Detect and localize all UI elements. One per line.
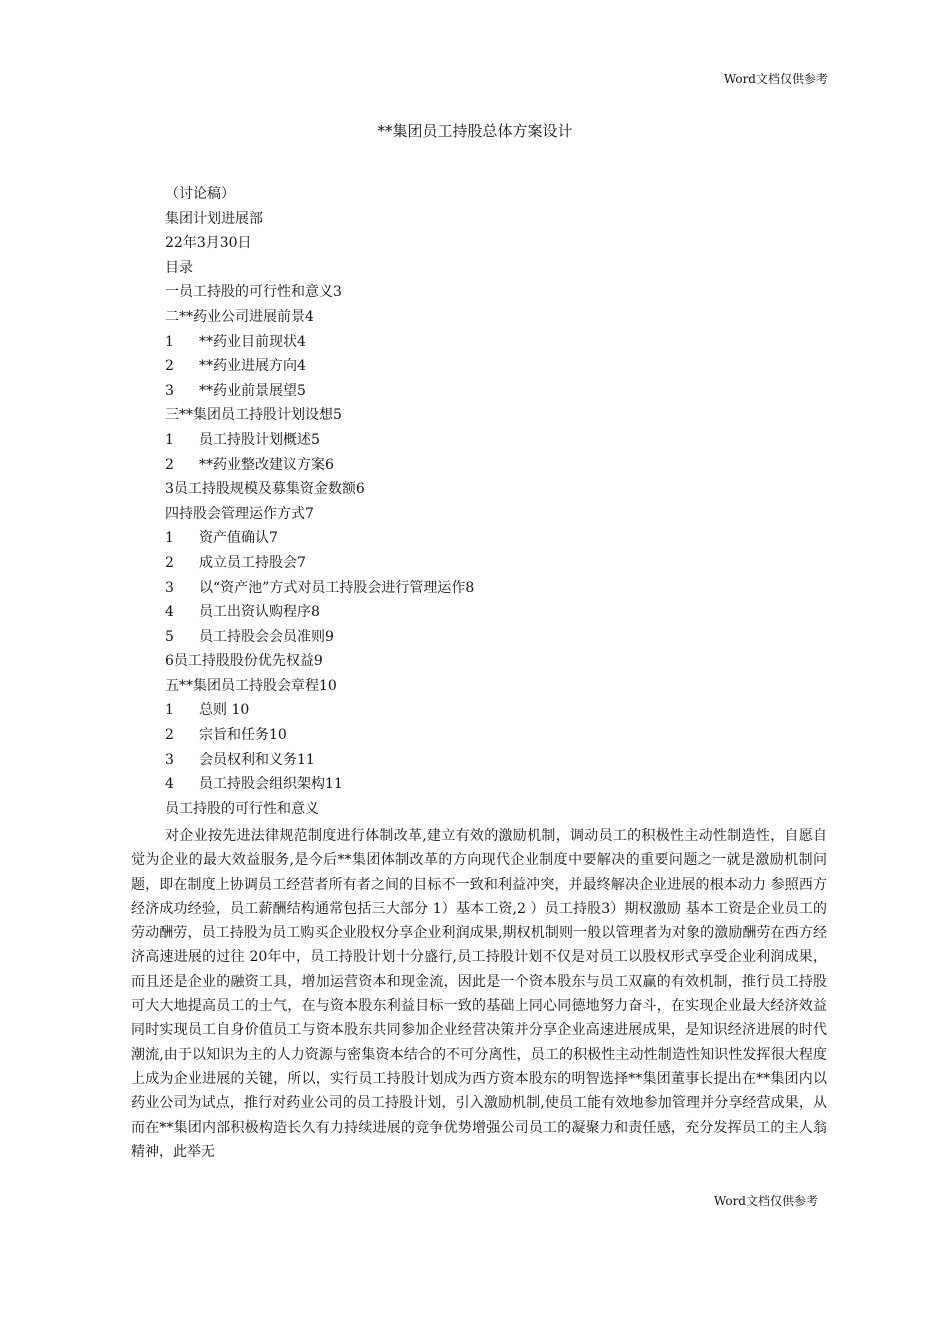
toc-entry	[165, 305, 474, 330]
toc-entry	[165, 477, 474, 502]
toc-entry	[165, 551, 474, 576]
toc-entry-text: 一员工持股的可行性和意义3	[165, 284, 342, 301]
toc-entry-number: 1	[165, 530, 174, 547]
toc-entry-text: 员工持股计划概述5	[199, 431, 320, 448]
date: 22年3月30日	[165, 235, 252, 252]
page-footer: Word文档仅供参考	[713, 1194, 818, 1208]
body-paragraph: 对企业按先进法律规范制度进行体制改革,建立有效的激励机制，调动员工的积极性主动性制造性，自愿自觉为企业的最大效益服务,是今后**集团体制改革的方向现代企业制度中要解决的重要问题之一就是激励机制问题，即在制度上协调员工经营者所有者之间的目标不一致和利益冲突，并最终解决企业进展的根本动力 参照西方经济成功经验，员工薪酬结构通常包括三大部分 1）基本工资,2 ）员工持股3）期权激励 基本工资是企业员工的劳动酬劳，员工持股为员工购买企业股权分享企业利润成果,期权机制则一般以管理者为对象的激励酬劳在西方经济高速进展的过往 20年中，员工持股计划十分盛行,员工持股计划不仅是对员工以股权形式享受企业利润成果，而且还是企业的融资工具，增加运营资本和现金流，因此是一个资本股东与员工双赢的有效机制，推行员工持股可大大地提高员工的士气，在与资本股东利益目标一致的基础上同心同德地努力奋斗，在实现企业最大经济效益同时实现员工自身价值员工与资本股东共同参加企业经营决策并分享企业高速进展成果，是知识经济进展的时代潮流,由于以知识为主的人力资源与密集资本结合的不可分离性，员工的积极性主动性制造性知识性发挥很大程度上成为企业进展的关键，所以，实行员工持股计划成为西方资本股东的明智选择**集团董事长提出在**集团内以药业公司为试点，推行对药业公司的员工持股计划，引入激励机制,使员工能有效地参加管理并分享经营成果，从而在**集团内部积极构造长久有力持续进展的竞争优势增强公司员工的凝聚力和责任感，充分发挥员工的主人翁精神，此举无	[131, 828, 827, 1160]
toc-entry-number: 2	[165, 456, 174, 473]
page-header: Word文档仅供参考	[723, 72, 828, 86]
toc-entry	[165, 526, 474, 551]
toc-entry-text: **药业进展方向4	[199, 358, 306, 375]
department: 集团计划进展部	[165, 210, 263, 227]
toc-entry	[165, 280, 474, 305]
toc-entry-text: 总则 10	[199, 702, 250, 719]
toc-entry-text: 员工持股会会员准则9	[199, 628, 334, 645]
toc-entry-text: 6员工持股股份优先权益9	[165, 653, 323, 670]
toc-entry	[165, 576, 474, 601]
toc-entry	[165, 649, 474, 674]
toc-entry	[165, 330, 474, 355]
toc-entry-number: 5	[165, 628, 174, 645]
toc-entry-text: 3员工持股规模及募集资金数额6	[165, 481, 365, 498]
toc-entry	[165, 502, 474, 527]
toc-entry-text: 员工出资认购程序8	[199, 604, 320, 621]
toc-entry	[165, 674, 474, 699]
toc-entry	[165, 772, 474, 797]
toc-entry-text: 五**集团员工持股会章程10	[165, 677, 337, 694]
document-title: **集团员工持股总体方案设计	[377, 122, 573, 140]
toc-entry	[165, 379, 474, 404]
section-heading: 员工持股的可行性和意义	[165, 800, 319, 817]
toc-entry-text: **药业前景展望5	[199, 382, 306, 399]
toc-entry-number: 2	[165, 727, 174, 744]
toc-entry-number: 1	[165, 431, 174, 448]
toc-entry-text: 成立员工持股会7	[199, 554, 306, 571]
toc-entry	[165, 698, 474, 723]
toc-entry-text: 以“资产池”方式对员工持股会进行管理运作8	[199, 579, 475, 596]
draft-note: （讨论稿）	[165, 186, 235, 202]
toc-entry-number: 1	[165, 333, 174, 350]
toc-entry	[165, 723, 474, 748]
toc-entry	[165, 453, 474, 478]
toc-entry-text: 宗旨和任务10	[199, 727, 287, 744]
toc-entry-number: 3	[165, 579, 174, 596]
toc-entry-text: 三**集团员工持股计划设想5	[165, 407, 342, 424]
toc-entry-number: 2	[165, 554, 174, 571]
toc-entry	[165, 748, 474, 773]
toc-entry-number: 4	[165, 776, 174, 793]
toc-entry	[165, 625, 474, 650]
toc-entry	[165, 403, 474, 428]
toc-entry-number: 4	[165, 604, 174, 621]
toc-entry-text: 资产值确认7	[199, 530, 278, 547]
toc-entry-text: **药业整改建议方案6	[199, 456, 334, 473]
toc-entry-text: 四持股会管理运作方式7	[165, 505, 314, 522]
toc-entry-number: 3	[165, 382, 174, 399]
toc-entry-text: **药业目前现状4	[199, 333, 306, 350]
toc-entry-text: 会员权利和义务11	[199, 751, 315, 768]
toc-entry-number: 3	[165, 751, 174, 768]
toc-entry	[165, 428, 474, 453]
table-of-contents	[165, 280, 474, 796]
toc-entry-number: 1	[165, 702, 174, 719]
toc-entry	[165, 600, 474, 625]
front-matter-and-toc	[165, 182, 474, 821]
toc-label: 目录	[165, 259, 193, 276]
toc-entry-number: 2	[165, 358, 174, 375]
toc-entry	[165, 354, 474, 379]
toc-entry-text: 二**药业公司进展前景4	[165, 308, 314, 325]
toc-entry-text: 员工持股会组织架构11	[199, 776, 343, 793]
